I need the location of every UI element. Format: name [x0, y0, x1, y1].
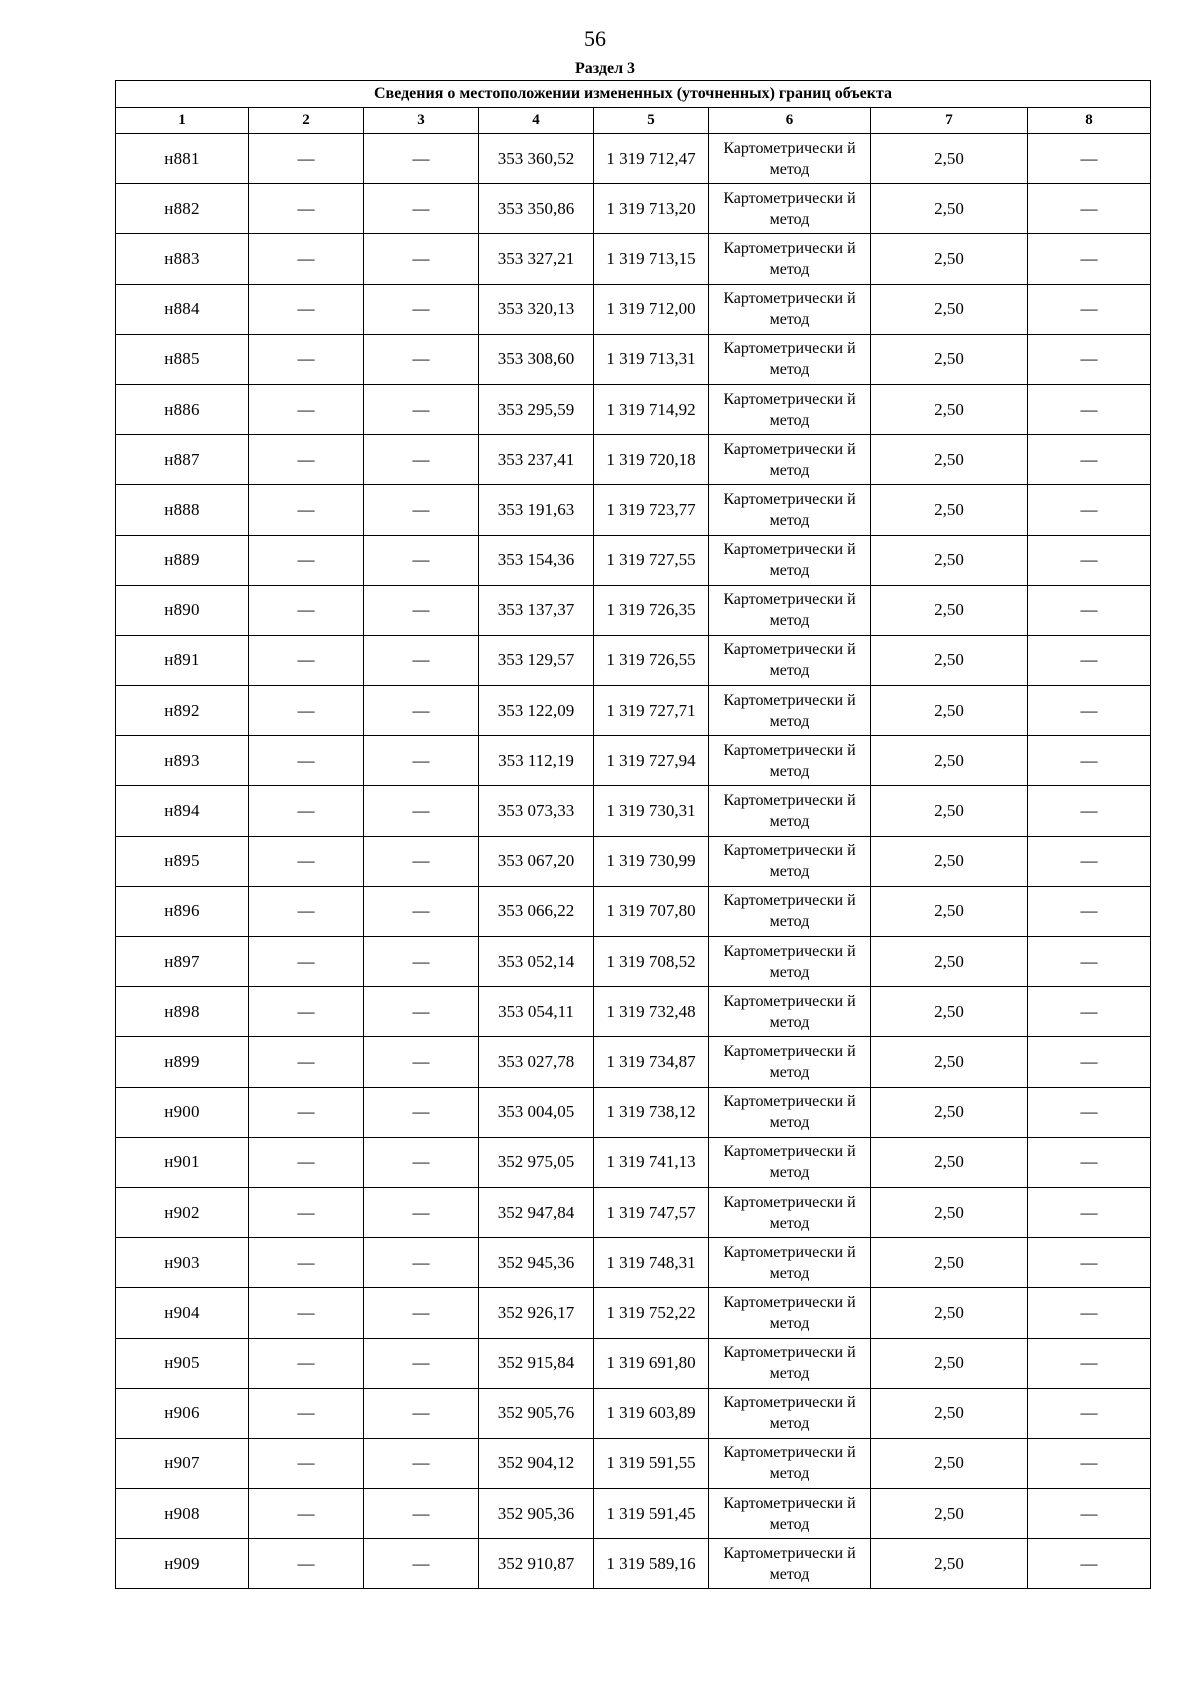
method-cell: Картометрически й метод	[709, 184, 871, 234]
column-8-cell: —	[1028, 1087, 1151, 1137]
x-coordinate-cell: 353 112,19	[479, 736, 594, 786]
x-coordinate-cell: 353 122,09	[479, 686, 594, 736]
column-3-cell: —	[364, 1137, 479, 1187]
table-row	[116, 384, 1151, 434]
column-2-cell: —	[249, 334, 364, 384]
method-cell: Картометрически й метод	[709, 987, 871, 1037]
accuracy-cell: 2,50	[871, 987, 1028, 1037]
method-cell: Картометрически й метод	[709, 1539, 871, 1589]
point-name-cell: н904	[116, 1288, 249, 1338]
column-3-cell: —	[364, 384, 479, 434]
column-8-cell: —	[1028, 1539, 1151, 1589]
column-8-cell: —	[1028, 284, 1151, 334]
method-cell: Картометрически й метод	[709, 134, 871, 184]
table-row	[116, 686, 1151, 736]
accuracy-cell: 2,50	[871, 585, 1028, 635]
x-coordinate-cell: 353 350,86	[479, 184, 594, 234]
x-coordinate-cell: 353 327,21	[479, 234, 594, 284]
x-coordinate-cell: 353 129,57	[479, 635, 594, 685]
table-row	[116, 1087, 1151, 1137]
boundary-coordinates-table	[115, 80, 1151, 1589]
column-number: 7	[871, 108, 1028, 134]
column-3-cell: —	[364, 535, 479, 585]
x-coordinate-cell: 352 905,76	[479, 1388, 594, 1438]
column-number: 1	[116, 108, 249, 134]
column-2-cell: —	[249, 1438, 364, 1488]
accuracy-cell: 2,50	[871, 736, 1028, 786]
y-coordinate-cell: 1 319 713,15	[594, 234, 709, 284]
column-3-cell: —	[364, 485, 479, 535]
x-coordinate-cell: 352 910,87	[479, 1539, 594, 1589]
column-8-cell: —	[1028, 1288, 1151, 1338]
y-coordinate-cell: 1 319 734,87	[594, 1037, 709, 1087]
column-2-cell: —	[249, 134, 364, 184]
table-caption: Сведения о местоположении измененных (уточненных) границ объекта	[116, 81, 1151, 108]
point-name-cell: н883	[116, 234, 249, 284]
column-8-cell: —	[1028, 836, 1151, 886]
accuracy-cell: 2,50	[871, 485, 1028, 535]
method-cell: Картометрически й метод	[709, 1489, 871, 1539]
x-coordinate-cell: 353 052,14	[479, 937, 594, 987]
y-coordinate-cell: 1 319 591,55	[594, 1438, 709, 1488]
table-row	[116, 1187, 1151, 1237]
table-row	[116, 886, 1151, 936]
point-name-cell: н885	[116, 334, 249, 384]
y-coordinate-cell: 1 319 720,18	[594, 435, 709, 485]
y-coordinate-cell: 1 319 589,16	[594, 1539, 709, 1589]
method-cell: Картометрически й метод	[709, 686, 871, 736]
method-cell: Картометрически й метод	[709, 1037, 871, 1087]
column-2-cell: —	[249, 836, 364, 886]
column-3-cell: —	[364, 635, 479, 685]
column-8-cell: —	[1028, 1187, 1151, 1237]
column-3-cell: —	[364, 334, 479, 384]
column-2-cell: —	[249, 886, 364, 936]
table-row	[116, 987, 1151, 1037]
column-8-cell: —	[1028, 937, 1151, 987]
x-coordinate-cell: 352 947,84	[479, 1187, 594, 1237]
method-cell: Картометрически й метод	[709, 1137, 871, 1187]
method-cell: Картометрически й метод	[709, 1438, 871, 1488]
method-cell: Картометрически й метод	[709, 886, 871, 936]
column-3-cell: —	[364, 1388, 479, 1438]
column-8-cell: —	[1028, 736, 1151, 786]
point-name-cell: н882	[116, 184, 249, 234]
x-coordinate-cell: 353 191,63	[479, 485, 594, 535]
accuracy-cell: 2,50	[871, 535, 1028, 585]
method-cell: Картометрически й метод	[709, 284, 871, 334]
column-2-cell: —	[249, 786, 364, 836]
column-8-cell: —	[1028, 635, 1151, 685]
method-cell: Картометрически й метод	[709, 585, 871, 635]
accuracy-cell: 2,50	[871, 635, 1028, 685]
section-title: Раздел 3	[574, 60, 636, 77]
column-3-cell: —	[364, 234, 479, 284]
column-number: 3	[364, 108, 479, 134]
column-2-cell: —	[249, 284, 364, 334]
y-coordinate-cell: 1 319 727,94	[594, 736, 709, 786]
table-row	[116, 184, 1151, 234]
column-3-cell: —	[364, 736, 479, 786]
table-row	[116, 736, 1151, 786]
table-row	[116, 786, 1151, 836]
y-coordinate-cell: 1 319 748,31	[594, 1238, 709, 1288]
point-name-cell: н900	[116, 1087, 249, 1137]
point-name-cell: н909	[116, 1539, 249, 1589]
point-name-cell: н906	[116, 1388, 249, 1438]
column-2-cell: —	[249, 635, 364, 685]
column-2-cell: —	[249, 1087, 364, 1137]
table-row	[116, 937, 1151, 987]
column-2-cell: —	[249, 1539, 364, 1589]
point-name-cell: н903	[116, 1238, 249, 1288]
x-coordinate-cell: 353 237,41	[479, 435, 594, 485]
table-row	[116, 535, 1151, 585]
column-3-cell: —	[364, 1187, 479, 1237]
column-8-cell: —	[1028, 1137, 1151, 1187]
table-row	[116, 1037, 1151, 1087]
column-3-cell: —	[364, 1288, 479, 1338]
column-number: 2	[249, 108, 364, 134]
point-name-cell: н886	[116, 384, 249, 434]
column-2-cell: —	[249, 234, 364, 284]
point-name-cell: н891	[116, 635, 249, 685]
point-name-cell: н902	[116, 1187, 249, 1237]
y-coordinate-cell: 1 319 713,20	[594, 184, 709, 234]
column-3-cell: —	[364, 836, 479, 886]
accuracy-cell: 2,50	[871, 234, 1028, 284]
column-number-row	[116, 108, 1151, 134]
column-2-cell: —	[249, 1137, 364, 1187]
accuracy-cell: 2,50	[871, 836, 1028, 886]
x-coordinate-cell: 353 295,59	[479, 384, 594, 434]
point-name-cell: н908	[116, 1489, 249, 1539]
table-row	[116, 1338, 1151, 1388]
method-cell: Картометрически й метод	[709, 635, 871, 685]
point-name-cell: н897	[116, 937, 249, 987]
point-name-cell: н901	[116, 1137, 249, 1187]
column-8-cell: —	[1028, 686, 1151, 736]
accuracy-cell: 2,50	[871, 1187, 1028, 1237]
table-row	[116, 134, 1151, 184]
method-cell: Картометрически й метод	[709, 1238, 871, 1288]
column-8-cell: —	[1028, 134, 1151, 184]
method-cell: Картометрически й метод	[709, 435, 871, 485]
accuracy-cell: 2,50	[871, 1137, 1028, 1187]
x-coordinate-cell: 352 915,84	[479, 1338, 594, 1388]
accuracy-cell: 2,50	[871, 786, 1028, 836]
x-coordinate-cell: 353 154,36	[479, 535, 594, 585]
method-cell: Картометрически й метод	[709, 1388, 871, 1438]
x-coordinate-cell: 352 926,17	[479, 1288, 594, 1338]
point-name-cell: н887	[116, 435, 249, 485]
method-cell: Картометрически й метод	[709, 1288, 871, 1338]
column-8-cell: —	[1028, 334, 1151, 384]
column-8-cell: —	[1028, 435, 1151, 485]
point-name-cell: н889	[116, 535, 249, 585]
column-2-cell: —	[249, 485, 364, 535]
method-cell: Картометрически й метод	[709, 234, 871, 284]
accuracy-cell: 2,50	[871, 1489, 1028, 1539]
method-cell: Картометрически й метод	[709, 1087, 871, 1137]
point-name-cell: н899	[116, 1037, 249, 1087]
y-coordinate-cell: 1 319 726,35	[594, 585, 709, 635]
column-2-cell: —	[249, 736, 364, 786]
accuracy-cell: 2,50	[871, 1438, 1028, 1488]
y-coordinate-cell: 1 319 708,52	[594, 937, 709, 987]
table-row	[116, 1539, 1151, 1589]
accuracy-cell: 2,50	[871, 134, 1028, 184]
method-cell: Картометрически й метод	[709, 1187, 871, 1237]
point-name-cell: н907	[116, 1438, 249, 1488]
method-cell: Картометрически й метод	[709, 1338, 871, 1388]
column-3-cell: —	[364, 435, 479, 485]
column-2-cell: —	[249, 937, 364, 987]
column-2-cell: —	[249, 1288, 364, 1338]
table-row	[116, 234, 1151, 284]
accuracy-cell: 2,50	[871, 384, 1028, 434]
column-number: 5	[594, 108, 709, 134]
accuracy-cell: 2,50	[871, 937, 1028, 987]
column-8-cell: —	[1028, 886, 1151, 936]
method-cell: Картометрически й метод	[709, 736, 871, 786]
point-name-cell: н898	[116, 987, 249, 1037]
method-cell: Картометрически й метод	[709, 937, 871, 987]
x-coordinate-cell: 353 320,13	[479, 284, 594, 334]
column-8-cell: —	[1028, 1438, 1151, 1488]
column-8-cell: —	[1028, 1037, 1151, 1087]
x-coordinate-cell: 353 137,37	[479, 585, 594, 635]
y-coordinate-cell: 1 319 714,92	[594, 384, 709, 434]
method-cell: Картометрически й метод	[709, 384, 871, 434]
method-cell: Картометрически й метод	[709, 485, 871, 535]
column-8-cell: —	[1028, 786, 1151, 836]
x-coordinate-cell: 353 360,52	[479, 134, 594, 184]
column-3-cell: —	[364, 1539, 479, 1589]
table-row	[116, 635, 1151, 685]
accuracy-cell: 2,50	[871, 1288, 1028, 1338]
point-name-cell: н894	[116, 786, 249, 836]
accuracy-cell: 2,50	[871, 1338, 1028, 1388]
column-2-cell: —	[249, 1238, 364, 1288]
column-8-cell: —	[1028, 1388, 1151, 1438]
y-coordinate-cell: 1 319 730,31	[594, 786, 709, 836]
x-coordinate-cell: 353 308,60	[479, 334, 594, 384]
y-coordinate-cell: 1 319 732,48	[594, 987, 709, 1037]
method-cell: Картометрически й метод	[709, 334, 871, 384]
accuracy-cell: 2,50	[871, 1238, 1028, 1288]
page-number: 56	[584, 26, 606, 51]
accuracy-cell: 2,50	[871, 686, 1028, 736]
column-2-cell: —	[249, 535, 364, 585]
column-3-cell: —	[364, 937, 479, 987]
column-number: 4	[479, 108, 594, 134]
y-coordinate-cell: 1 319 712,47	[594, 134, 709, 184]
column-3-cell: —	[364, 987, 479, 1037]
x-coordinate-cell: 353 066,22	[479, 886, 594, 936]
y-coordinate-cell: 1 319 747,57	[594, 1187, 709, 1237]
table-row	[116, 485, 1151, 535]
point-name-cell: н888	[116, 485, 249, 535]
table-row	[116, 1238, 1151, 1288]
column-3-cell: —	[364, 686, 479, 736]
table-row	[116, 284, 1151, 334]
column-3-cell: —	[364, 585, 479, 635]
column-3-cell: —	[364, 786, 479, 836]
column-3-cell: —	[364, 1238, 479, 1288]
column-8-cell: —	[1028, 535, 1151, 585]
column-8-cell: —	[1028, 184, 1151, 234]
column-2-cell: —	[249, 384, 364, 434]
column-2-cell: —	[249, 686, 364, 736]
column-2-cell: —	[249, 435, 364, 485]
x-coordinate-cell: 353 073,33	[479, 786, 594, 836]
y-coordinate-cell: 1 319 691,80	[594, 1338, 709, 1388]
x-coordinate-cell: 352 905,36	[479, 1489, 594, 1539]
column-3-cell: —	[364, 1087, 479, 1137]
y-coordinate-cell: 1 319 713,31	[594, 334, 709, 384]
method-cell: Картометрически й метод	[709, 535, 871, 585]
point-name-cell: н893	[116, 736, 249, 786]
x-coordinate-cell: 353 027,78	[479, 1037, 594, 1087]
method-cell: Картометрически й метод	[709, 836, 871, 886]
accuracy-cell: 2,50	[871, 1087, 1028, 1137]
column-2-cell: —	[249, 987, 364, 1037]
column-3-cell: —	[364, 1338, 479, 1388]
column-2-cell: —	[249, 1338, 364, 1388]
table-row	[116, 1489, 1151, 1539]
y-coordinate-cell: 1 319 752,22	[594, 1288, 709, 1338]
accuracy-cell: 2,50	[871, 1037, 1028, 1087]
point-name-cell: н896	[116, 886, 249, 936]
y-coordinate-cell: 1 319 603,89	[594, 1388, 709, 1438]
column-8-cell: —	[1028, 234, 1151, 284]
point-name-cell: н892	[116, 686, 249, 736]
column-3-cell: —	[364, 284, 479, 334]
y-coordinate-cell: 1 319 707,80	[594, 886, 709, 936]
x-coordinate-cell: 353 054,11	[479, 987, 594, 1037]
y-coordinate-cell: 1 319 741,13	[594, 1137, 709, 1187]
accuracy-cell: 2,50	[871, 1539, 1028, 1589]
accuracy-cell: 2,50	[871, 284, 1028, 334]
accuracy-cell: 2,50	[871, 1388, 1028, 1438]
point-name-cell: н884	[116, 284, 249, 334]
y-coordinate-cell: 1 319 726,55	[594, 635, 709, 685]
column-2-cell: —	[249, 1388, 364, 1438]
column-3-cell: —	[364, 134, 479, 184]
column-2-cell: —	[249, 184, 364, 234]
table-row	[116, 1438, 1151, 1488]
column-2-cell: —	[249, 1037, 364, 1087]
y-coordinate-cell: 1 319 723,77	[594, 485, 709, 535]
x-coordinate-cell: 352 945,36	[479, 1238, 594, 1288]
table-row	[116, 435, 1151, 485]
x-coordinate-cell: 353 067,20	[479, 836, 594, 886]
y-coordinate-cell: 1 319 730,99	[594, 836, 709, 886]
column-number: 8	[1028, 108, 1151, 134]
column-8-cell: —	[1028, 1238, 1151, 1288]
y-coordinate-cell: 1 319 591,45	[594, 1489, 709, 1539]
accuracy-cell: 2,50	[871, 435, 1028, 485]
column-3-cell: —	[364, 184, 479, 234]
point-name-cell: н895	[116, 836, 249, 886]
y-coordinate-cell: 1 319 727,71	[594, 686, 709, 736]
x-coordinate-cell: 353 004,05	[479, 1087, 594, 1137]
column-3-cell: —	[364, 1037, 479, 1087]
accuracy-cell: 2,50	[871, 184, 1028, 234]
y-coordinate-cell: 1 319 738,12	[594, 1087, 709, 1137]
y-coordinate-cell: 1 319 712,00	[594, 284, 709, 334]
x-coordinate-cell: 352 904,12	[479, 1438, 594, 1488]
point-name-cell: н905	[116, 1338, 249, 1388]
column-2-cell: —	[249, 1187, 364, 1237]
point-name-cell: н881	[116, 134, 249, 184]
column-8-cell: —	[1028, 485, 1151, 535]
column-8-cell: —	[1028, 987, 1151, 1037]
column-8-cell: —	[1028, 1489, 1151, 1539]
table-row	[116, 1388, 1151, 1438]
x-coordinate-cell: 352 975,05	[479, 1137, 594, 1187]
method-cell: Картометрически й метод	[709, 786, 871, 836]
point-name-cell: н890	[116, 585, 249, 635]
y-coordinate-cell: 1 319 727,55	[594, 535, 709, 585]
column-8-cell: —	[1028, 585, 1151, 635]
table-row	[116, 1288, 1151, 1338]
table-row	[116, 836, 1151, 886]
accuracy-cell: 2,50	[871, 334, 1028, 384]
column-3-cell: —	[364, 1438, 479, 1488]
accuracy-cell: 2,50	[871, 886, 1028, 936]
column-number: 6	[709, 108, 871, 134]
column-3-cell: —	[364, 886, 479, 936]
table-row	[116, 1137, 1151, 1187]
column-8-cell: —	[1028, 1338, 1151, 1388]
column-8-cell: —	[1028, 384, 1151, 434]
column-2-cell: —	[249, 585, 364, 635]
table-row	[116, 585, 1151, 635]
column-3-cell: —	[364, 1489, 479, 1539]
table-row	[116, 334, 1151, 384]
column-2-cell: —	[249, 1489, 364, 1539]
